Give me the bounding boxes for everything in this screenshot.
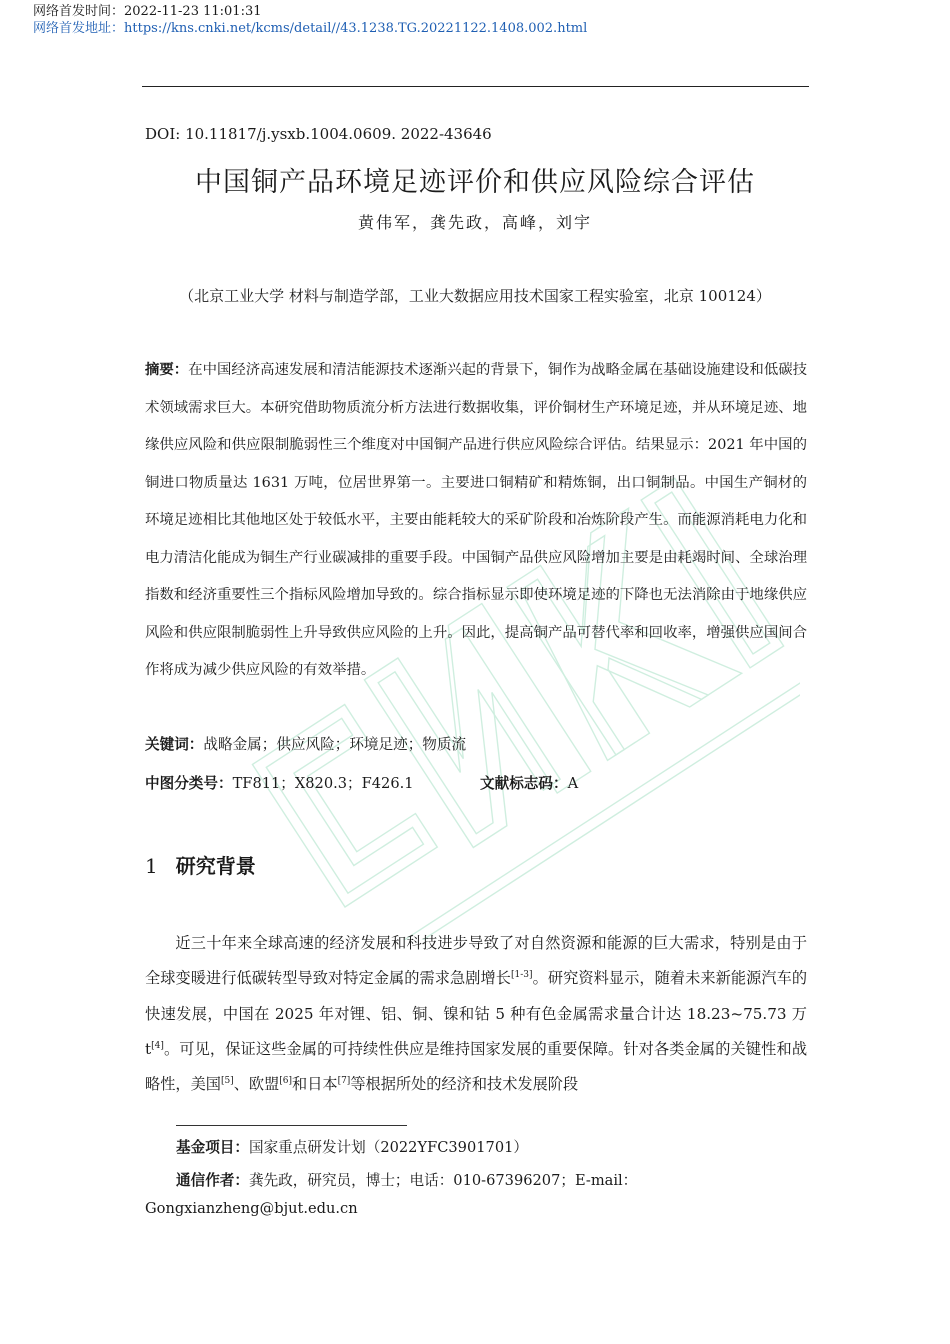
fund-label: 基金项目： [176, 1139, 249, 1156]
classification-label: 中图分类号： [145, 775, 233, 792]
classification [145, 772, 414, 793]
document-code-label: 文献标志码： [480, 775, 568, 792]
corr-value: 龚先政，研究员，博士；电话：010-67396207；E-mail： [248, 1172, 638, 1189]
section-title: 研究背景 [175, 854, 256, 878]
publish-time-value: 2022-11-23 11:01:31 [124, 4, 262, 19]
publish-time-label: 网络首发时间： [33, 4, 125, 19]
paragraph-part-5: 和日本 [292, 1075, 338, 1094]
keywords [145, 733, 466, 754]
authors: 黄伟军，龚先政，高峰，刘宇 [357, 213, 592, 232]
paragraph-part-6: 等根据所处的经济和技术发展阶段 [350, 1075, 579, 1094]
paragraph-part-1: 近三十年来全球高速的经济发展和科技进步导致了对自然资源和能源的巨大需求，特别是由于全球变暖进行低碳转型导致对特定金属的需求急剧增长 [145, 934, 807, 988]
publish-url-link[interactable]: https://kns.cnki.net/kcms/detail//43.1238.TG.20221122.1408.002.html [124, 21, 588, 36]
keywords-value: 战略金属；供应风险；环境足迹；物质流 [203, 736, 467, 753]
paragraph-part-4: 、欧盟 [233, 1075, 280, 1094]
classification-value: TF811；X820.3；F426.1 [232, 775, 414, 792]
section-heading [145, 850, 256, 879]
abstract-label: 摘要： [145, 361, 189, 378]
publish-time [33, 3, 262, 20]
keywords-label: 关键词： [145, 736, 204, 753]
citation-6[interactable]: [6] [279, 1076, 292, 1087]
citation-7[interactable]: [7] [337, 1076, 351, 1087]
citation-5[interactable]: [5] [220, 1076, 234, 1087]
publish-url-label: 网络首发地址： [33, 21, 125, 36]
corresponding-email[interactable]: Gongxianzheng@bjut.edu.cn [145, 1200, 358, 1217]
doi: DOI: 10.11817/j.ysxb.1004.0609. 2022-43646 [145, 125, 492, 143]
publish-url[interactable] [33, 20, 587, 37]
abstract-text: 在中国经济高速发展和清洁能源技术逐渐兴起的背景下，铜作为战略金属在基础设施建设和低碳技术领域需求巨大。本研究借助物质流分析方法进行数据收集，评价铜材生产环境足迹，并从环境足迹、地缘供应风险和供应限制脆弱性三个维度对中国铜产品进行供应风险综合评估。结果显示：2021 年中国的铜进口物质量达 1631 万吨，位居世界第一。主要进口铜精矿和精炼铜，出口铜制品。中国生产铜材的环境足迹相比其他地区处于较低水平，主要由能耗较大的采矿阶段和冶炼阶段产生。而能源消耗电力化和电力清洁化能成为铜生产行业碳减排的重要手段。中国铜产品供应风险增加主要是由耗竭时间、全球治理指数和经济重要性三个指标风险增加导致的。综合指标显示即使环境足迹的下降也无法消除由于地缘供应风险和供应限制脆弱性上升导致供应风险的上升。因此，提高铜产品可替代率和回收率，增强供应国间合作将成为减少供应风险的有效举措。 [145, 362, 807, 678]
paper-title: 中国铜产品环境足迹评价和供应风险综合评估 [195, 167, 755, 198]
document-code [480, 772, 578, 793]
corr-label: 通信作者： [176, 1172, 249, 1189]
header-rule [142, 86, 809, 87]
paragraph-part-2: 。研究资料显示，随着未来新能源汽车的快速发展，中国在 2025 年对锂、铝、铜、镍和钴 5 种有色金属需求量合计达 18.23~75.73 万 t [145, 969, 808, 1058]
corresponding-author-footnote [176, 1169, 637, 1190]
document-code-value: A [567, 775, 579, 792]
affiliation: （北京工业大学 材料与制造学部，工业大数据应用技术国家工程实验室，北京 100124） [179, 287, 771, 305]
citation-4[interactable]: [4] [151, 1040, 164, 1051]
footnote-rule [176, 1125, 407, 1126]
abstract [145, 351, 807, 690]
body-paragraph [145, 926, 807, 1102]
fund-value: 国家重点研发计划（2022YFC3901701） [248, 1139, 528, 1156]
section-number: 1 [145, 854, 158, 878]
paragraph-part-3: 。可见，保证这些金属的可持续性供应是维持国家发展的重要保障。针对各类金属的关键性和战略性，美国 [145, 1039, 807, 1094]
citation-1-3[interactable]: [1-3] [511, 970, 533, 981]
fund-footnote [176, 1136, 528, 1157]
